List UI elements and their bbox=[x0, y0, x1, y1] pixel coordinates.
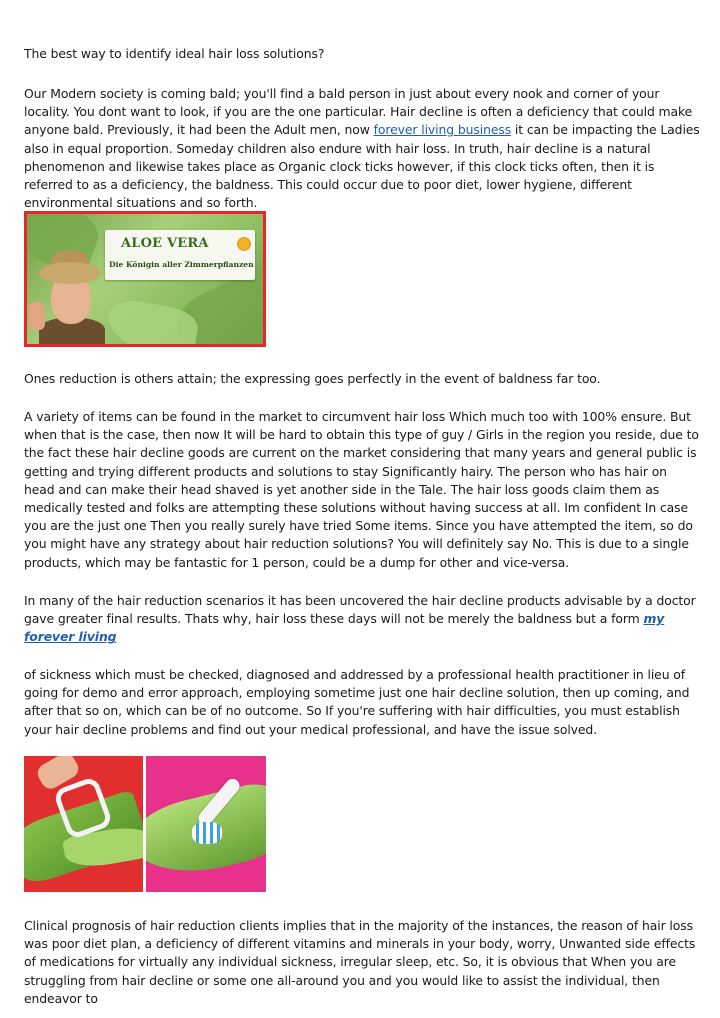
banner-subtitle: Die Königin aller Zimmerpflanzen bbox=[109, 260, 254, 269]
paragraph-2: Ones reduction is others attain; the expressing goes perfectly in the event of baldness far too. bbox=[24, 371, 601, 386]
paragraph-4-text: In many of the hair reduction scenarios it has been uncovered the hair decline products advisable by a doctor gave greater final results. Thats why, hair loss these days will not be merely the baldness but a form bbox=[24, 593, 696, 627]
my-forever-living-link[interactable]: my forever living bbox=[24, 611, 665, 645]
thumbs-up-icon bbox=[29, 302, 45, 330]
aloe-vera-image bbox=[24, 211, 266, 347]
hat-brim bbox=[39, 262, 101, 284]
banner-title: ALOE VERA bbox=[121, 236, 209, 251]
paragraph-1 bbox=[24, 85, 700, 212]
image-banner bbox=[105, 230, 255, 280]
paragraph-1-text-a: Our Modern society is coming bald; you'll find a bald person in just about every nook and corner of your locality. You dont want to look, if you are the one particular. Hair decline is often a deficiency that could make anyone bald. Previously, it had been the Adult men, now bbox=[24, 86, 693, 138]
toothbrush-head-icon bbox=[192, 822, 222, 844]
sun-logo-icon bbox=[237, 237, 251, 251]
paragraph-3: A variety of items can be found in the market to circumvent hair loss Which much too with 100% ensure. But when that is the case, then now It will be hard to obtain this type of guy / Girls in the region you reside, due to the fact these hair decline goods are current on the market considering that many years and general public is getting and trying different products and solutions to stay Significantly hairy. The person who has hair on head and can make their head shaved is yet another side in the Tale. The hair loss goods claim them as medically tested and folks are attempting these solutions without having success at all. Im confident In case you are the just one Then you really surely have tried Some items. Since you have attempted the item, so do you might have any strategy about hair reduction solutions? You will definitely say No. This is due to a single products, which may be fantastic for 1 person, could be a dump for other and vice-versa. bbox=[24, 409, 699, 570]
paragraph-1-text-b: it can be impacting the Ladies also in equal proportion. Someday children also endure with hair loss. In truth, hair decline is a natural phenomenon and likewise takes place as Organic clock ticks however, if this clock ticks often, then it is referred to as a deficiency, the baldness. This could occur due to poor diet, lower hygiene, different environmental situations and so forth. bbox=[24, 122, 700, 211]
paragraph-5: of sickness which must be checked, diagnosed and addressed by a professional health practitioner in lieu of going for demo and error approach, employing sometime just one hair decline solution, then up coming, and after that so on, which can be of no outcome. So If you're suffering with hair difficulties, you must establish your hair decline problems and find out your medical professional, and have the issue solved. bbox=[24, 667, 690, 737]
article-title: The best way to identify ideal hair loss solutions? bbox=[24, 46, 325, 61]
aloe-toothbrush-image bbox=[146, 756, 266, 892]
paragraph-6: Clinical prognosis of hair reduction clients implies that in the majority of the instances, the reason of hair loss was poor diet plan, a deficiency of different vitamins and minerals in your body, worry, Unwanted side effects of medications for virtually any individual sickness, irregular sleep, etc. So, it is obvious that When you are struggling from hair decline or some one all-around you and you would like to assist the individual, then endeavor to bbox=[24, 918, 696, 1006]
aloe-peeling-image bbox=[24, 756, 143, 892]
paragraph-4 bbox=[24, 592, 700, 647]
forever-living-business-link[interactable]: forever living business bbox=[373, 122, 512, 138]
